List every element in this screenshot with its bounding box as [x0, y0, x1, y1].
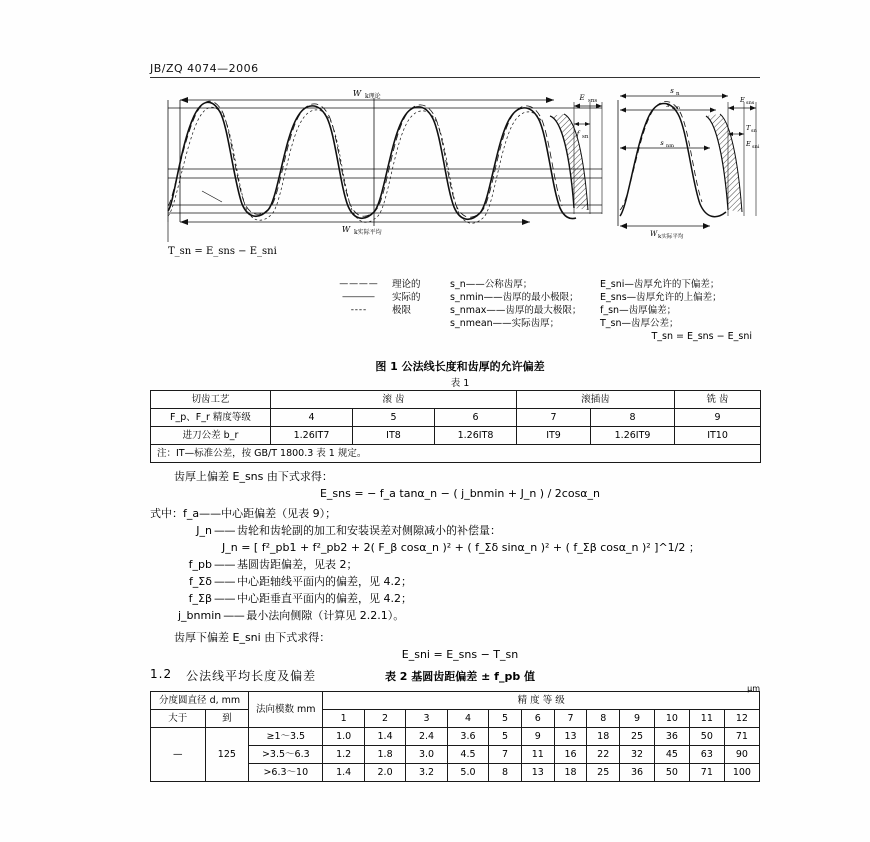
table-row	[151, 409, 761, 427]
cell-value: 13	[554, 728, 587, 746]
svg-text:E: E	[746, 140, 751, 148]
th-accuracy-grades: 精 度 等 级	[323, 692, 760, 710]
svg-text:sn: sn	[582, 134, 589, 140]
svg-text:W: W	[352, 89, 362, 98]
definition-item	[150, 590, 770, 607]
svg-text:E: E	[579, 94, 585, 102]
definition-dashes: ——	[223, 609, 245, 622]
cell-value: 36	[620, 764, 655, 782]
definition-symbol	[150, 539, 212, 556]
figure-left-formula: T_sn = E_sns − E_sni	[168, 246, 277, 257]
cell-value: 63	[689, 746, 724, 764]
definition-dashes: ——	[214, 558, 235, 571]
cell-value: 11	[521, 746, 554, 764]
cell-module: ≥1～3.5	[249, 728, 323, 746]
legend-symbol: E_sni—齿厚允许的下偏差；	[600, 279, 720, 290]
th-hobbing: 滚 齿	[271, 391, 517, 409]
svg-text:sni: sni	[752, 144, 760, 150]
definition-symbol: f_Σβ	[188, 592, 212, 605]
definition-text: J_n = [ f²_pb1 + f²_pb2 + 2( F_β cosα_n )² + ( f_Σδ sinα_n )² + ( f_Σβ cosα_n )² ]^1/2 ；	[222, 541, 700, 554]
cell-grade: 8	[591, 409, 675, 427]
th-up-to: 到	[205, 710, 249, 728]
th-grade: 9	[620, 710, 655, 728]
cell-value: 71	[689, 764, 724, 782]
gear-tooth-figure	[150, 86, 762, 276]
cell-value: 16	[554, 746, 587, 764]
definition-item	[150, 539, 770, 556]
th-hob-shaping: 滚插齿	[517, 391, 675, 409]
cell-value: 3.6	[447, 728, 488, 746]
svg-text:sns: sns	[746, 100, 755, 106]
definition-symbol: J_n	[196, 524, 212, 537]
table2-title: 表 2 基圆齿距偏差 ± f_pb 值	[384, 670, 536, 683]
cell-tolerance: IT10	[675, 427, 761, 445]
document-header: JB/ZQ 4074—2006	[150, 62, 760, 78]
svg-text:sns: sns	[588, 98, 598, 104]
paragraph-lower-deviation: 齿厚下偏差 E_sni 由下式求得：	[174, 631, 331, 644]
svg-text:k实际平均: k实际平均	[354, 229, 382, 236]
cell-value: 18	[587, 728, 620, 746]
cell-tolerance: 1.26IT9	[591, 427, 675, 445]
definition-dashes	[212, 539, 222, 556]
cell-value: 32	[620, 746, 655, 764]
cell-module: >6.3～10	[249, 764, 323, 782]
cell-diameter-from: —	[151, 728, 206, 782]
cell-value: 5	[489, 728, 522, 746]
th-grade: 1	[323, 710, 364, 728]
cell-grade: 4	[271, 409, 353, 427]
cell-value: 1.4	[364, 728, 405, 746]
spacer	[172, 667, 186, 684]
definition-item	[150, 573, 770, 590]
svg-text:E: E	[740, 96, 745, 104]
definition-dashes: ——	[214, 575, 235, 588]
legend-symbol-list-right	[600, 278, 770, 343]
th-grade: 10	[654, 710, 689, 728]
legend-symbol: s_nmin——齿厚的最小极限；	[450, 292, 579, 303]
paragraph-upper-deviation: 齿厚上偏差 E_sns 由下式求得：	[174, 470, 333, 483]
table2-unit: μm	[747, 684, 760, 693]
cell-value: 90	[724, 746, 759, 764]
cell-value: 1.0	[323, 728, 364, 746]
figure-legend	[150, 278, 762, 356]
cell-grade: 6	[435, 409, 517, 427]
legend-symbol: s_n——公称齿厚；	[450, 279, 533, 290]
definition-dashes: ——	[214, 592, 235, 605]
svg-text:T: T	[746, 124, 751, 132]
table-row	[151, 427, 761, 445]
table-row	[151, 728, 760, 746]
legend-symbol: s_nmax——齿厚的最大极限；	[450, 305, 582, 316]
definition-symbol: j_bnmin	[178, 609, 222, 622]
formula-esns: E_sns = − f_a tanα_n − ( j_bnmin + J_n ) / 2cosα_n	[319, 487, 601, 500]
page-content	[150, 62, 770, 782]
definition-item	[150, 522, 770, 539]
section-title: 公法线平均长度及偏差	[186, 669, 317, 683]
th-pitch-diameter: 分度圆直径 d, mm	[151, 692, 249, 710]
definition-symbol: f_pb	[188, 558, 212, 571]
definition-text: 中心距轴线平面内的偏差，见 4.2；	[237, 575, 412, 588]
th-accuracy-grade: F_p、F_r 精度等级	[151, 409, 271, 427]
svg-text:s: s	[670, 87, 674, 95]
cell-value: 45	[654, 746, 689, 764]
table-row	[151, 445, 761, 463]
table-row	[151, 391, 761, 409]
table-1	[150, 390, 761, 463]
cell-value: 2.4	[406, 728, 447, 746]
cell-value: 13	[521, 764, 554, 782]
cell-value: 1.4	[323, 764, 364, 782]
definition-item	[150, 607, 770, 624]
legend-label-limit: 极限	[392, 305, 412, 316]
svg-text:k实际平均: k实际平均	[658, 234, 684, 240]
cell-value: 100	[724, 764, 759, 782]
cell-value: 8	[489, 764, 522, 782]
legend-formula: T_sn = E_sns − E_sni	[651, 331, 752, 342]
cell-diameter-to: 125	[205, 728, 249, 782]
section-number: 1.2	[150, 667, 173, 681]
definition-text: 中心距垂直平面内的偏差，见 4.2；	[237, 592, 412, 605]
svg-text:nm: nm	[666, 143, 674, 149]
table1-note: 注：IT—标准公差，按 GB/T 1800.3 表 1 规定。	[151, 445, 761, 463]
legend-symbol-list-left	[450, 278, 620, 330]
legend-dash-limit: - - - -	[350, 305, 366, 315]
definition-symbol: f_Σδ	[188, 575, 212, 588]
legend-symbol: f_sn—齿厚偏差；	[600, 305, 677, 316]
cell-value: 36	[654, 728, 689, 746]
cell-module: >3.5～6.3	[249, 746, 323, 764]
figure-caption: 图 1 公法线长度和齿厚的允许偏差	[375, 360, 545, 373]
cell-tolerance: 1.26IT7	[271, 427, 353, 445]
th-grade: 2	[364, 710, 405, 728]
definition-text: 最小法向侧隙（计算见 2.2.1）。	[246, 609, 405, 622]
svg-text:nm: nm	[672, 105, 680, 111]
cell-value: 18	[554, 764, 587, 782]
table-2	[150, 691, 760, 782]
cell-grade: 9	[675, 409, 761, 427]
svg-text:f: f	[576, 130, 580, 138]
th-greater-than: 大于	[151, 710, 206, 728]
cell-value: 22	[587, 746, 620, 764]
definition-text: 基圆齿距偏差，见表 2；	[237, 558, 358, 571]
table1-caption: 表 1	[450, 378, 470, 389]
svg-text:k理论: k理论	[365, 93, 381, 100]
cell-value: 5.0	[447, 764, 488, 782]
formula-esni: E_sni = E_sns − T_sn	[401, 648, 519, 661]
cell-value: 25	[620, 728, 655, 746]
svg-text:n: n	[676, 91, 680, 97]
table-row	[151, 692, 760, 710]
legend-symbol: T_sn—齿厚公差；	[600, 318, 679, 329]
svg-text:s: s	[660, 139, 664, 147]
definition-dashes: ——	[214, 524, 235, 537]
th-grade: 4	[447, 710, 488, 728]
cell-value: 7	[489, 746, 522, 764]
th-grade: 5	[489, 710, 522, 728]
cell-value: 4.5	[447, 746, 488, 764]
definition-text: 齿轮和齿轮副的加工和安装误差对侧隙减小的补偿量：	[237, 524, 501, 537]
legend-label-theory: 理论的	[392, 279, 421, 290]
legend-symbol: s_nmean——实际齿厚；	[450, 318, 560, 329]
cell-value: 9	[521, 728, 554, 746]
th-grade: 3	[406, 710, 447, 728]
cell-value: 1.8	[364, 746, 405, 764]
th-grade: 6	[521, 710, 554, 728]
th-grade: 11	[689, 710, 724, 728]
cell-value: 1.2	[323, 746, 364, 764]
cell-grade: 7	[517, 409, 591, 427]
cell-value: 25	[587, 764, 620, 782]
legend-symbol: E_sns—齿厚允许的上偏差；	[600, 292, 722, 303]
legend-dash-theory: — — — —	[339, 279, 377, 289]
cell-value: 3.2	[406, 764, 447, 782]
cell-value: 3.0	[406, 746, 447, 764]
th-grade: 7	[554, 710, 587, 728]
th-grade: 8	[587, 710, 620, 728]
cell-value: 50	[654, 764, 689, 782]
svg-text:W: W	[650, 230, 658, 238]
legend-dash-actual: ————	[342, 292, 374, 302]
th-normal-module: 法向模数 mm	[249, 692, 323, 728]
svg-text:s: s	[666, 101, 670, 109]
th-feed-tolerance: 进刀公差 b_r	[151, 427, 271, 445]
th-grade: 12	[724, 710, 759, 728]
cell-value: 2.0	[364, 764, 405, 782]
svg-text:W: W	[341, 225, 351, 234]
paragraph-where: 式中：f_a——中心距偏差（见表 9）；	[150, 507, 337, 520]
th-milling: 铣 齿	[675, 391, 761, 409]
cell-value: 71	[724, 728, 759, 746]
cell-tolerance: IT8	[353, 427, 435, 445]
symbol-definitions	[150, 522, 770, 624]
cell-value: 50	[689, 728, 724, 746]
th-process: 切齿工艺	[151, 391, 271, 409]
definition-item	[150, 556, 770, 573]
cell-grade: 5	[353, 409, 435, 427]
table-row	[151, 710, 760, 728]
legend-label-actual: 实际的	[392, 292, 421, 303]
cell-tolerance: IT9	[517, 427, 591, 445]
cell-tolerance: 1.26IT8	[435, 427, 517, 445]
svg-text:sn: sn	[751, 128, 757, 134]
